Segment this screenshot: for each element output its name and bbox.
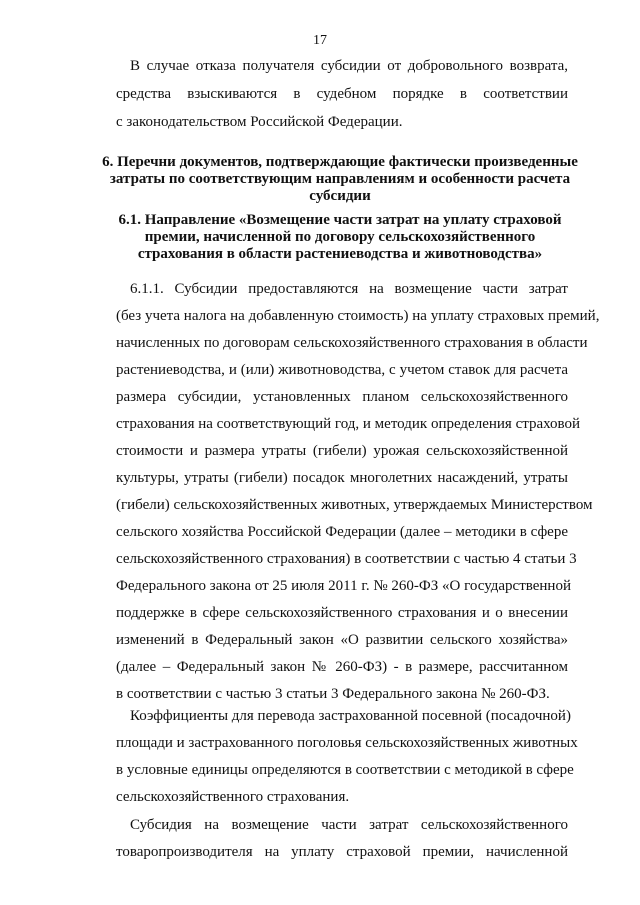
text-line: растениеводства, и (или) животноводства, с учетом ставок для расчета [116,362,568,378]
text-line: сельскохозяйственного страхования) в соответствии с частью 4 статьи 3 [116,551,577,567]
text-line: в условные единицы определяются в соответствии с методикой в сфере [116,762,574,778]
heading-line: затраты по соответствующим направлениям и особенности расчета [109,171,571,187]
heading-line: 6.1. Направление «Возмещение части затрат на уплату страховой [118,212,562,228]
text-line: сельского хозяйства Российской Федерации (далее – методики в сфере [116,524,568,540]
heading-line: 6. Перечни документов, подтверждающие фактически произведенные [102,154,578,170]
text-line: площади и застрахованного поголовья сельскохозяйственных животных [116,735,578,751]
section-6-1-heading [100,212,580,263]
text-line: начисленных по договорам сельскохозяйственного страхования в области [116,335,588,351]
heading-line: субсидии [309,188,371,204]
heading-line: премии, начисленной по договору сельскохозяйственного [144,229,536,245]
text-line: В случае отказа получателя субсидии от добровольного возврата, [130,58,568,74]
text-line: культуры, утраты (гибели) посадок многолетних насаждений, утраты [116,470,568,486]
text-line: (далее – Федеральный закон № 260-ФЗ) - в размере, рассчитанном [116,659,568,675]
text-line: товаропроизводителя на уплату страховой премии, начисленной [116,844,568,860]
text-line: Коэффициенты для перевода застрахованной посевной (посадочной) [130,708,571,724]
text-line: Федерального закона от 25 июля 2011 г. № 260-ФЗ «О государственной [116,578,571,594]
section-6-heading [100,154,580,205]
text-line: (гибели) сельскохозяйственных животных, утверждаемых Министерством [116,497,593,513]
text-line: страхования на соответствующий год, и методик определения страховой [116,416,581,432]
text-line: стоимости и размера утраты (гибели) урожая сельскохозяйственной [116,443,568,459]
text-line: Субсидия на возмещение части затрат сельскохозяйственного [130,817,568,833]
text-line: средства взыскиваются в судебном порядке в соответствии [116,86,568,102]
text-line: с законодательством Российской Федерации. [116,114,403,130]
text-line: изменений в Федеральный закон «О развитии сельского хозяйства» [116,632,568,648]
text-line: размера субсидии, установленных планом сельскохозяйственного [116,389,568,405]
page-number: 17 [313,33,327,48]
text-line: 6.1.1. Субсидии предоставляются на возмещение части затрат [130,281,568,297]
heading-line: страхования в области растениеводства и животноводства» [137,246,543,262]
text-line: (без учета налога на добавленную стоимость) на уплату страховых премий, [116,308,600,324]
text-line: сельскохозяйственного страхования. [116,789,350,805]
text-line: в соответствии с частью 3 статьи 3 Федерального закона № 260-ФЗ. [116,686,550,702]
text-line: поддержке в сфере сельскохозяйственного страхования и о внесении [116,605,568,621]
